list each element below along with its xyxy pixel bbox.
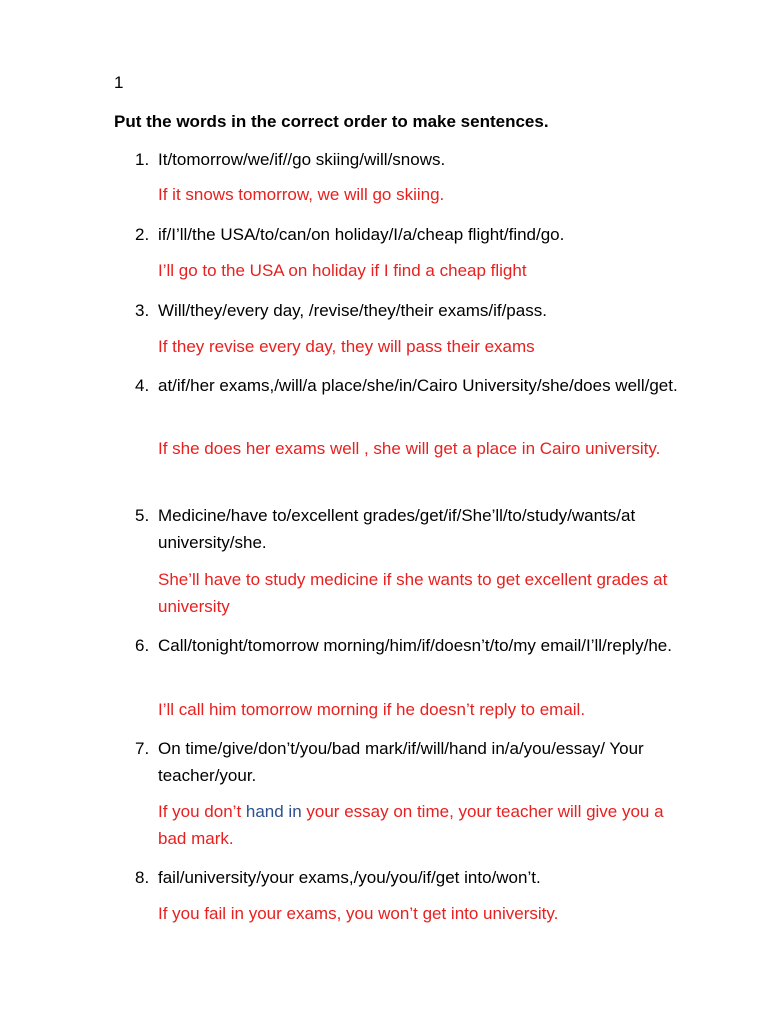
item-prompt: It/tomorrow/we/if//go skiing/will/snows.: [158, 150, 446, 169]
item-answer: [158, 798, 688, 852]
item-prompt: at/if/her exams,/will/a place/she/in/Cairo University/she/does well/get.: [158, 376, 678, 395]
item-prompt: On time/give/don’t/you/bad mark/if/will/hand in/a/you/essay/ Your teacher/your.: [158, 739, 644, 785]
answer-text-highlight: hand in: [245, 802, 302, 821]
item-prompt: fail/university/your exams,/you/you/if/get into/won’t.: [158, 868, 541, 887]
item-number: 8.: [135, 868, 150, 887]
page-number: 1: [114, 73, 124, 92]
item-answer: I’ll call him tomorrow morning if he doesn’t reply to email.: [158, 700, 586, 719]
item-number: 2.: [135, 225, 150, 244]
item-number: 6.: [135, 636, 150, 655]
item-answer: If you fail in your exams, you won’t get into university.: [158, 904, 559, 923]
item-number: 1.: [135, 150, 150, 169]
answer-text-after: your essay on time, your teacher will give you a bad mark.: [158, 802, 664, 848]
item-answer: If it snows tomorrow, we will go skiing.: [158, 185, 445, 204]
item-answer: If she does her exams well , she will get a place in Cairo university.: [158, 439, 661, 458]
item-number: 4.: [135, 376, 150, 395]
instruction-heading: Put the words in the correct order to make sentences.: [114, 112, 549, 131]
item-answer: If they revise every day, they will pass their exams: [158, 337, 535, 356]
item-number: 7.: [135, 739, 150, 758]
item-prompt: Will/they/every day, /revise/they/their exams/if/pass.: [158, 301, 547, 320]
item-prompt: if/I’ll/the USA/to/can/on holiday/I/a/cheap flight/find/go.: [158, 225, 565, 244]
item-answer: She’ll have to study medicine if she wants to get excellent grades at university: [158, 570, 668, 616]
item-prompt: Medicine/have to/excellent grades/get/if/She’ll/to/study/wants/at university/she.: [158, 506, 636, 552]
item-number: 3.: [135, 301, 150, 320]
item-answer: I’ll go to the USA on holiday if I find a cheap flight: [158, 261, 527, 280]
item-prompt: Call/tonight/tomorrow morning/him/if/doesn’t/to/my email/I’ll/reply/he.: [158, 636, 672, 655]
answer-text-before: If you don’t: [158, 802, 246, 821]
item-number: 5.: [135, 506, 150, 525]
